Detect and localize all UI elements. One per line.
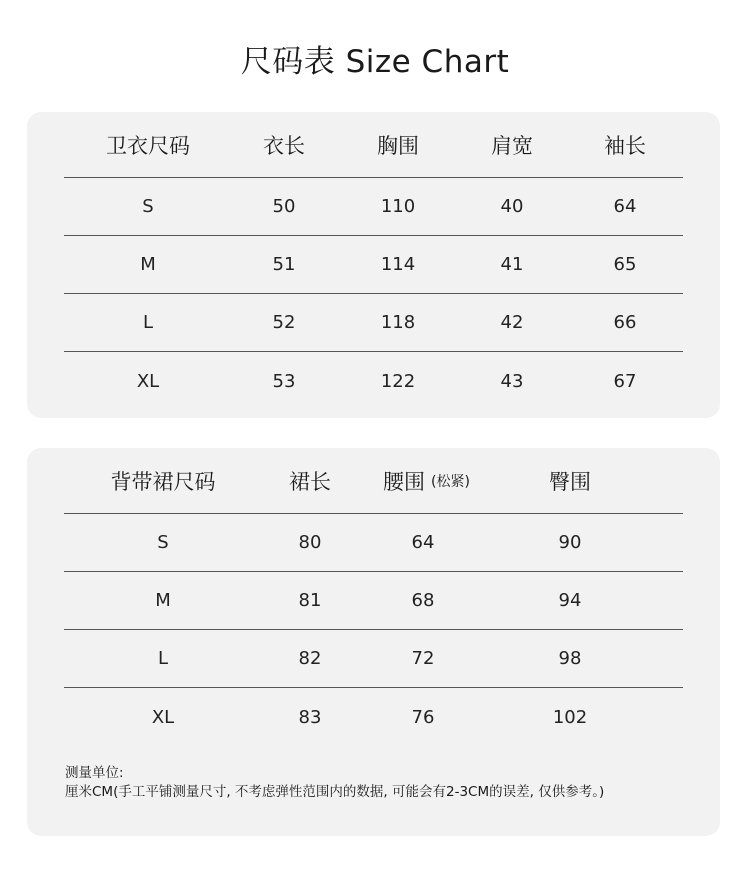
header-sleeve: 袖长 (604, 133, 646, 158)
length-cell: 53 (272, 370, 296, 392)
header-skirt-length: 裙长 (289, 469, 331, 494)
header-size: 卫衣尺码 (106, 133, 190, 158)
table-row (64, 688, 683, 746)
size-cell: XL (136, 370, 160, 392)
skirt-length-cell: 80 (298, 532, 322, 553)
waist-cell: 64 (411, 532, 435, 553)
shoulder-cell: 43 (500, 370, 524, 392)
shoulder-cell: 42 (500, 312, 524, 333)
table-row (64, 178, 683, 236)
sleeve-cell: 67 (613, 370, 637, 392)
size-cell: M (155, 590, 171, 611)
table-header-row (64, 448, 683, 514)
size-cell: XL (151, 706, 175, 728)
size-cell: S (157, 532, 169, 553)
hip-cell: 94 (558, 590, 582, 611)
header-chest: 胸围 (377, 133, 419, 158)
table-row (64, 514, 683, 572)
header-waist (383, 448, 523, 513)
chest-cell: 110 (380, 196, 416, 217)
waist-cell: 76 (411, 706, 435, 728)
skirt-length-cell: 81 (298, 590, 322, 611)
length-cell: 50 (272, 196, 296, 217)
hoodie-size-card (27, 112, 720, 418)
table-row (64, 294, 683, 352)
size-cell: M (140, 254, 156, 275)
table-header-row (64, 112, 683, 178)
chest-cell: 118 (380, 312, 416, 333)
hip-cell: 90 (558, 532, 582, 553)
measurement-note (65, 764, 705, 802)
header-size: 背带裙尺码 (110, 469, 216, 494)
length-cell: 51 (272, 254, 296, 275)
hip-cell: 98 (558, 648, 582, 669)
page-title: 尺码表 Size Chart (240, 44, 510, 80)
size-cell: L (142, 312, 154, 333)
chest-cell: 114 (380, 254, 416, 275)
size-cell: S (142, 196, 154, 217)
chest-cell: 122 (380, 370, 416, 392)
shoulder-cell: 40 (500, 196, 524, 217)
sleeve-cell: 65 (613, 254, 637, 275)
sleeve-cell: 64 (613, 196, 637, 217)
size-cell: L (157, 648, 169, 669)
table-row (64, 630, 683, 688)
skirt-size-card (27, 448, 720, 836)
table-row (64, 572, 683, 630)
table-row (64, 236, 683, 294)
header-shoulder: 肩宽 (491, 133, 533, 158)
measurement-unit-label: 测量单位: (65, 765, 124, 781)
shoulder-cell: 41 (500, 254, 524, 275)
header-length: 衣长 (263, 133, 305, 158)
hip-cell: 102 (552, 706, 588, 728)
table-row (64, 352, 683, 410)
header-waist-note: (松紧) (431, 473, 470, 490)
waist-cell: 68 (411, 590, 435, 611)
waist-cell: 72 (411, 648, 435, 669)
skirt-length-cell: 82 (298, 648, 322, 669)
header-hip: 臀围 (549, 469, 591, 494)
sleeve-cell: 66 (613, 312, 637, 333)
measurement-unit-detail: 厘米CM(手工平铺测量尺寸, 不考虑弹性范围内的数据, 可能会有2-3CM的误差, 仅供参考。) (65, 784, 605, 800)
skirt-size-table (64, 448, 683, 746)
header-waist-label: 腰围 (383, 469, 425, 494)
length-cell: 52 (272, 312, 296, 333)
hoodie-size-table (64, 112, 683, 410)
skirt-length-cell: 83 (298, 706, 322, 728)
